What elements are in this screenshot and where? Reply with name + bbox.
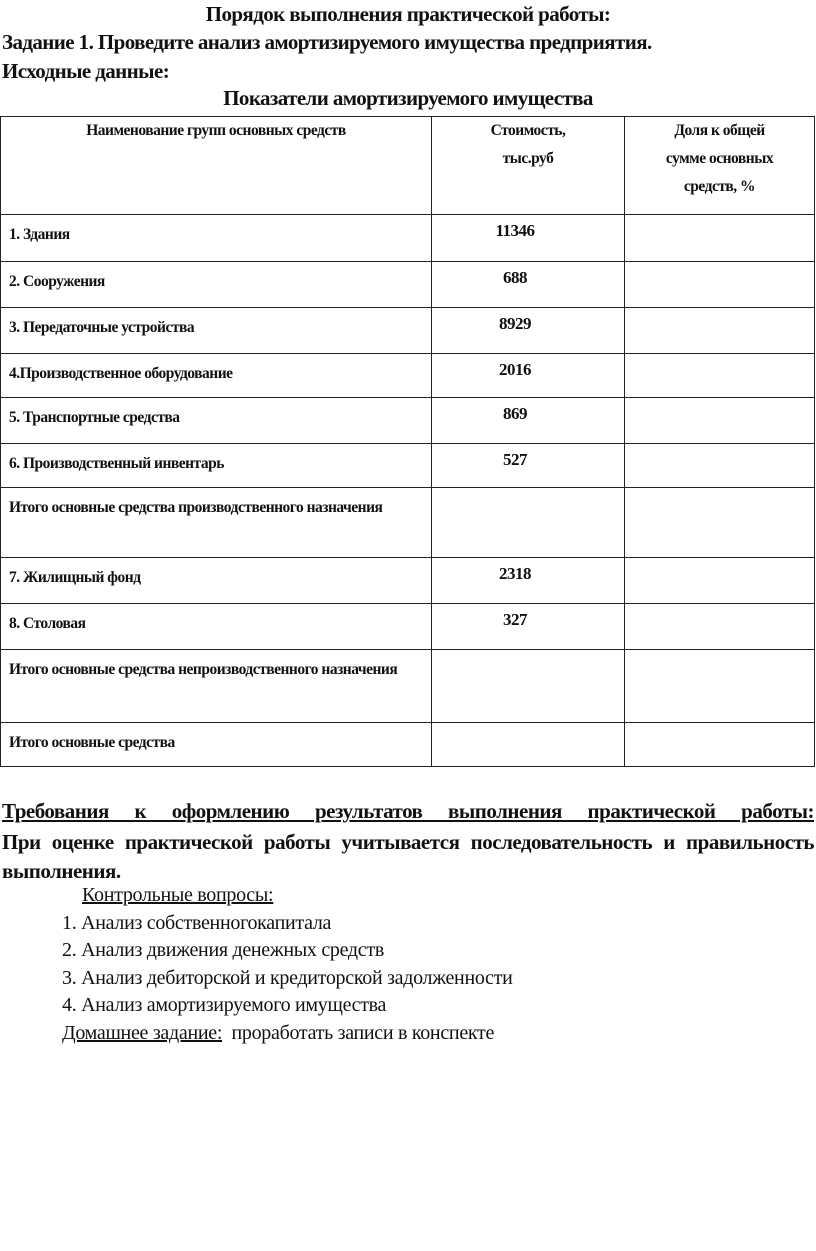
row-share (625, 723, 815, 767)
row-cost: 8929 (432, 308, 625, 354)
task-text: Проведите анализ амортизируемого имущества предприятия. (93, 30, 652, 54)
header-cost-line2: тыс.руб (502, 150, 554, 167)
row-share (625, 444, 815, 488)
row-name: 5. Транспортные средства (1, 398, 432, 444)
row-name: 3. Передаточные устройства (1, 308, 432, 354)
table-row (1, 215, 815, 262)
question-item: 1. Анализ собственногокапитала (62, 911, 332, 934)
row-name: 2. Сооружения (1, 262, 432, 308)
row-name: Итого основные средства производственного назначения (1, 488, 432, 558)
row-cost (432, 723, 625, 767)
table-row (1, 398, 815, 444)
header-share-line2: сумме основных (665, 150, 774, 167)
row-share (625, 650, 815, 723)
header-share-line3: средств, % (683, 178, 756, 195)
table-row (1, 558, 815, 604)
row-share (625, 262, 815, 308)
header-cost (432, 117, 625, 215)
header-share (625, 117, 815, 215)
row-cost: 11346 (432, 215, 625, 262)
requirements-heading: Требования к оформлению результатов выполнения практической работы: (2, 799, 814, 823)
row-cost: 2318 (432, 558, 625, 604)
initial-data-label: Исходные данные: (2, 59, 170, 83)
header-share-line1: Доля к общей (674, 122, 765, 139)
question-item: 4. Анализ амортизируемого имущества (62, 994, 387, 1016)
row-share (625, 398, 815, 444)
homework-text: проработать записи в конспекте (222, 1021, 495, 1044)
task-label: Задание 1. (2, 30, 94, 54)
row-cost: 327 (432, 604, 625, 650)
row-name: 6. Производственный инвентарь (1, 444, 432, 488)
row-cost: 527 (432, 444, 625, 488)
row-share (625, 558, 815, 604)
row-name: 4.Производственное оборудование (1, 354, 432, 398)
header-cost-line1: Стоимость, (490, 122, 566, 139)
task-statement (2, 30, 652, 55)
table-row (1, 650, 815, 723)
table-title: Показатели амортизируемого имущества (223, 86, 593, 110)
table-row (1, 604, 815, 650)
homework-label: Домашнее задание: (62, 1021, 223, 1044)
row-cost (432, 488, 625, 558)
row-cost (432, 650, 625, 723)
control-questions (62, 882, 512, 1047)
assets-table (0, 116, 815, 767)
row-share (625, 215, 815, 262)
row-name: 1. Здания (1, 215, 432, 262)
table-row (1, 488, 815, 558)
row-name: Итого основные средства непроизводственного назначения (1, 650, 432, 723)
requirements-text: При оценке практической работы учитывается последовательность и правильность выполнения. (2, 830, 814, 883)
homework (62, 1020, 512, 1048)
row-name: Итого основные средства (1, 723, 432, 767)
row-name: 7. Жилищный фонд (1, 558, 432, 604)
table-row (1, 262, 815, 308)
row-share (625, 604, 815, 650)
table-row (1, 354, 815, 398)
page-title: Порядок выполнения практической работы: (205, 2, 611, 26)
header-name: Наименование групп основных средств (1, 117, 432, 215)
table-row (1, 444, 815, 488)
row-cost: 869 (432, 398, 625, 444)
row-cost: 688 (432, 262, 625, 308)
row-cost: 2016 (432, 354, 625, 398)
table-row (1, 723, 815, 767)
question-item: 3. Анализ дебиторской и кредиторской задолженности (62, 966, 513, 989)
control-questions-heading: Контрольные вопросы: (82, 884, 274, 906)
row-share (625, 354, 815, 398)
row-share (625, 488, 815, 558)
row-name: 8. Столовая (1, 604, 432, 650)
question-item: 2. Анализ движения денежных средств (62, 939, 384, 961)
row-share (625, 308, 815, 354)
table-row (1, 308, 815, 354)
